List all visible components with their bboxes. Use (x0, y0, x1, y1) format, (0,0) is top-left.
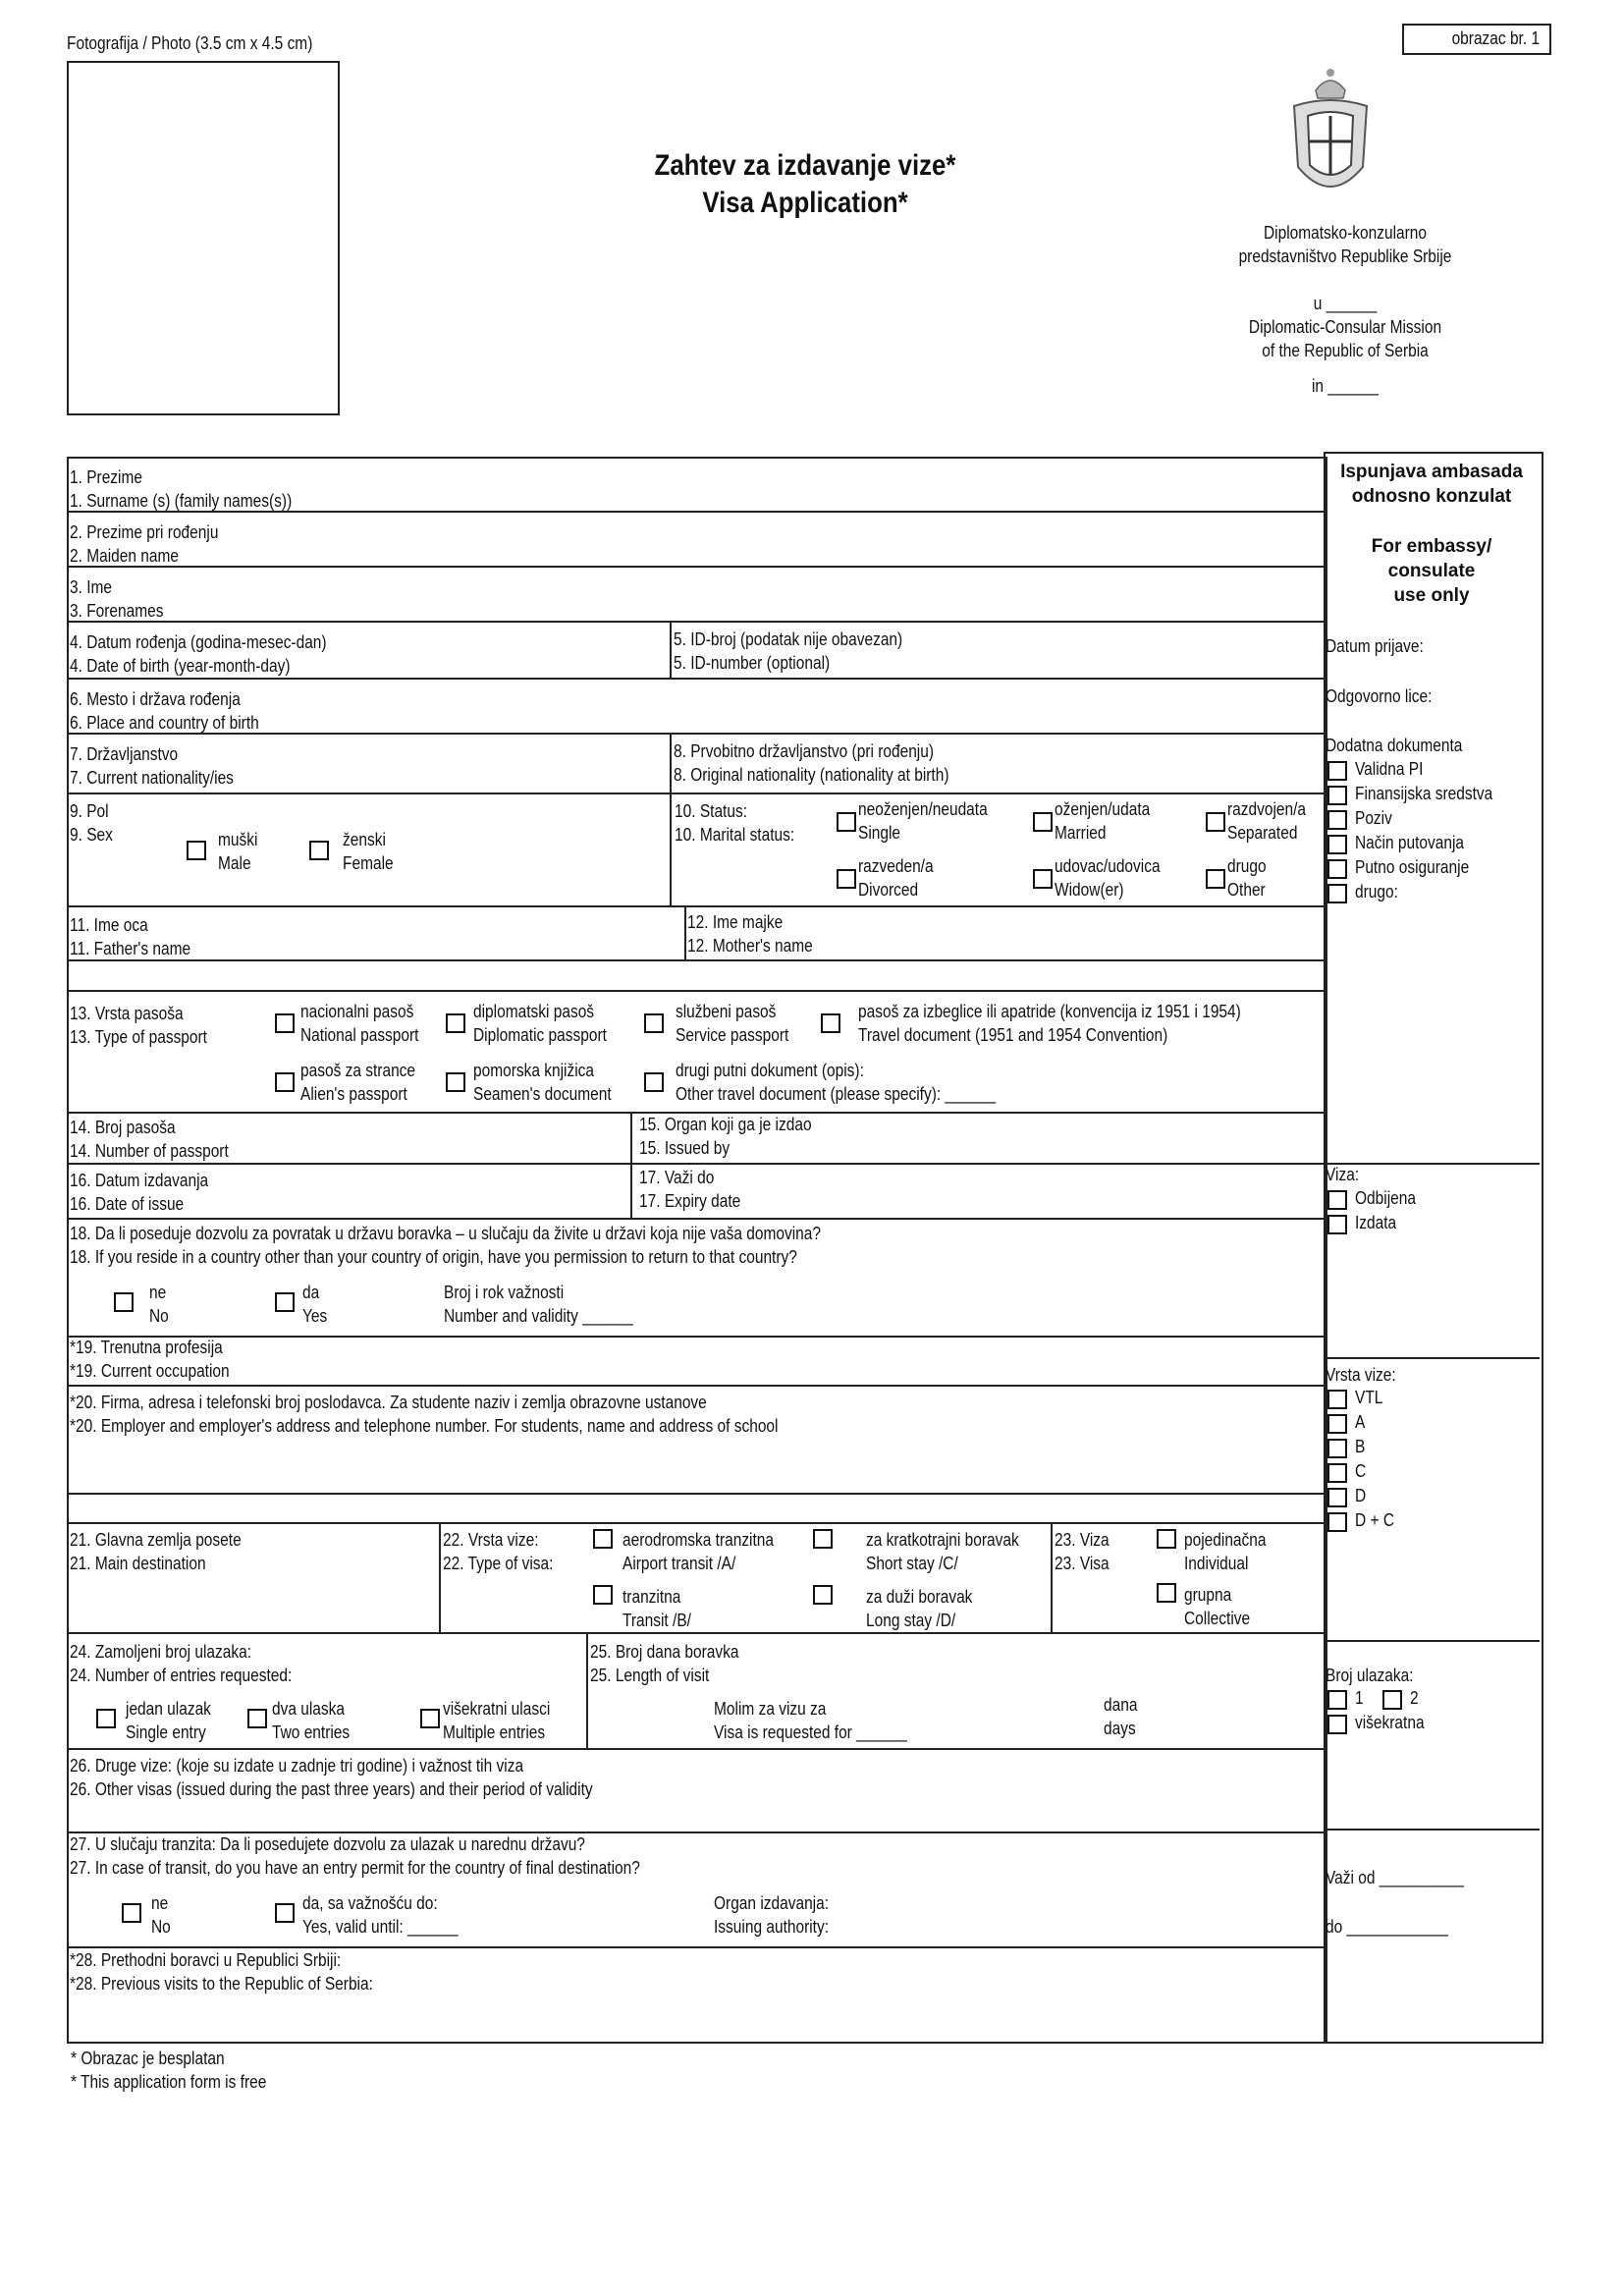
field-id-number[interactable]: 5. ID-broj (podatak nije obavezan) 5. ID-number (optional) (674, 629, 903, 673)
sidebar-doc-4: Način putovanja (1355, 833, 1465, 852)
checkbox-return-permit-yes[interactable] (275, 1292, 295, 1312)
label-sex-male: muški Male (218, 830, 258, 873)
field-visa-requested-for[interactable]: Molim za vizu za Visa is requested for ______ (714, 1699, 907, 1742)
mission-block (1227, 221, 1464, 398)
field-passport-type-label: 13. Vrsta pasoša 13. Type of passport (70, 1004, 207, 1047)
checkbox-status-divorced[interactable] (837, 869, 856, 889)
mission-en-2: of the Republic of Serbia (1262, 341, 1429, 360)
field-issuing-authority[interactable]: Organ izdavanja: Issuing authority: (714, 1893, 830, 1937)
field-current-occupation[interactable]: *19. Trenutna profesija *19. Current occupation (70, 1338, 230, 1381)
sidebar-doc-6: drugo: (1355, 882, 1398, 902)
field-passport-number[interactable]: 14. Broj pasoša 14. Number of passport (70, 1118, 229, 1161)
label-passport-diplomatic: diplomatski pasoš Diplomatic passport (473, 1002, 607, 1045)
photo-label: Fotografija / Photo (3.5 cm x 4.5 cm) (67, 33, 313, 53)
sidebar-visa-issued: Izdata (1355, 1213, 1397, 1232)
checkbox-passport-travel-document[interactable] (821, 1013, 840, 1033)
field-previous-visits[interactable]: *28. Prethodni boravci u Republici Srbiji: *28. Previous visits to the Republic of Serbia: (70, 1950, 373, 1994)
label-entries-two: dva ulaska Two entries (272, 1699, 351, 1742)
sidebar-entries-2: 2 (1410, 1688, 1419, 1708)
sidebar-visa-issued-checkbox[interactable] (1327, 1215, 1347, 1234)
checkbox-visa-long-stay[interactable] (813, 1585, 833, 1605)
label-status-other: drugo Other (1227, 856, 1267, 900)
sidebar-doc-checkbox-5[interactable] (1327, 859, 1347, 879)
sidebar-visa-type-checkbox-vtl[interactable] (1327, 1390, 1347, 1409)
label-passport-other: drugi putni dokument (opis): Other travel document (please specify): ______ (676, 1061, 997, 1104)
sidebar-title-sr: Ispunjava ambasada odnosno konzulat (1340, 462, 1523, 507)
label-sex-female: ženski Female (343, 830, 394, 873)
checkbox-passport-other[interactable] (644, 1072, 664, 1092)
form-number-box (1402, 24, 1551, 55)
checkbox-status-widowed[interactable] (1033, 869, 1053, 889)
checkbox-visa-collective[interactable] (1157, 1583, 1176, 1603)
field-fathers-name[interactable]: 11. Ime oca 11. Father's name (70, 915, 191, 958)
sidebar-visa-refused: Odbijena (1355, 1188, 1416, 1208)
sidebar-visa-type-b: B (1355, 1437, 1366, 1456)
checkbox-passport-service[interactable] (644, 1013, 664, 1033)
field-return-permit-validity[interactable]: Broj i rok važnosti Number and validity ______ (444, 1283, 633, 1326)
mission-sr-1: Diplomatsko-konzularno (1263, 223, 1428, 243)
checkbox-passport-seamen[interactable] (446, 1072, 465, 1092)
label-visa-long-stay: za duži boravak Long stay /D/ (866, 1587, 973, 1630)
sidebar-doc-2: Finansijska sredstva (1355, 784, 1493, 803)
sidebar-visa-type-a: A (1355, 1412, 1366, 1432)
field-transit-permit-label: 27. U slučaju tranzita: Da li posedujete dozvolu za ulazak u narednu državu? 27. In case of transit, do you have an entry permit for the country of final destination? (70, 1834, 640, 1878)
sidebar-doc-5: Putno osiguranje (1355, 857, 1470, 877)
label-return-permit-no: ne No (149, 1283, 169, 1326)
label-status-single: neoženjen/neudata Single (858, 799, 988, 843)
sidebar-doc-checkbox-4[interactable] (1327, 835, 1347, 854)
sidebar-entries-checkbox-multiple[interactable] (1327, 1715, 1347, 1734)
label-entries-single: jedan ulazak Single entry (126, 1699, 211, 1742)
sidebar-responsible-label: Odgovorno lice: (1326, 686, 1433, 706)
field-visa-label: 23. Viza 23. Visa (1055, 1530, 1110, 1573)
field-date-of-birth[interactable]: 4. Datum rođenja (godina-mesec-dan) 4. Date of birth (year-month-day) (70, 632, 327, 676)
sidebar-doc-1: Validna PI (1355, 759, 1424, 779)
field-other-visas[interactable]: 26. Druge vize: (koje su izdate u zadnje tri godine) i važnost tih viza 26. Other visas (issued during the past three years) and their period of validity (70, 1756, 593, 1799)
label-transit-permit-yes: da, sa važnošću do: Yes, valid until: ______ (302, 1893, 459, 1937)
sidebar-valid-from[interactable]: Važi od __________ (1326, 1868, 1464, 1887)
title-sr: Zahtev za izdavanje vize* (654, 149, 956, 182)
checkbox-visa-individual[interactable] (1157, 1529, 1176, 1549)
sidebar-doc-3: Poziv (1355, 808, 1392, 828)
field-surname[interactable]: 1. Prezime 1. Surname (s) (family names(s)) (70, 467, 293, 511)
footer-note-sr: * Obrazac je besplatan (71, 2049, 225, 2068)
sidebar-visa-type-checkbox-b[interactable] (1327, 1439, 1347, 1458)
label-transit-permit-no: ne No (151, 1893, 171, 1937)
photo-box[interactable] (67, 61, 340, 415)
field-current-nationality[interactable]: 7. Državljanstvo 7. Current nationality/ies (70, 744, 234, 788)
sidebar-doc-checkbox-2[interactable] (1327, 786, 1347, 805)
checkbox-status-married[interactable] (1033, 812, 1053, 832)
label-passport-national: nacionalni pasoš National passport (300, 1002, 419, 1045)
label-return-permit-yes: da Yes (302, 1283, 328, 1326)
label-status-separated: razdvojen/a Separated (1227, 799, 1307, 843)
sidebar-visa-type-d: D (1355, 1486, 1367, 1505)
checkbox-return-permit-no[interactable] (114, 1292, 134, 1312)
sidebar-date-label: Datum prijave: (1326, 636, 1424, 656)
sidebar-visa-type-vtl: VTL (1355, 1388, 1383, 1407)
checkbox-status-separated[interactable] (1206, 812, 1225, 832)
title-en: Visa Application* (702, 187, 908, 219)
checkbox-visa-airport-transit[interactable] (593, 1529, 613, 1549)
sidebar-entries-multiple: višekratna (1355, 1713, 1425, 1732)
field-sex-label: 9. Pol 9. Sex (70, 801, 113, 845)
sidebar-entries-checkbox-2[interactable] (1382, 1690, 1402, 1710)
label-passport-service: službeni pasoš Service passport (676, 1002, 789, 1045)
sidebar-valid-to[interactable]: do ____________ (1326, 1917, 1448, 1937)
field-return-permit-label: 18. Da li poseduje dozvolu za povratak u državu boravka – u slučaju da živite u državi koja nije vaša domovina? 18. If you reside in a country other than your country of origin, have you permission to return to that country? (70, 1224, 821, 1267)
sidebar-docs-label: Dodatna dokumenta (1326, 736, 1463, 755)
checkbox-visa-transit[interactable] (593, 1585, 613, 1605)
field-expiry-date[interactable]: 17. Važi do 17. Expiry date (639, 1168, 741, 1211)
mission-sr-2: predstavništvo Republike Srbije (1238, 246, 1452, 266)
checkbox-sex-female[interactable] (309, 841, 329, 860)
sidebar-entries-label: Broj ulazaka: (1326, 1666, 1414, 1685)
sidebar-entries-checkbox-1[interactable] (1327, 1690, 1347, 1710)
label-visa-collective: grupna Collective (1184, 1585, 1251, 1628)
sidebar-visa-type-c: C (1355, 1461, 1367, 1481)
field-place-of-birth[interactable]: 6. Mesto i država rođenja 6. Place and country of birth (70, 689, 259, 733)
label-visa-airport-transit: aerodromska tranzitna Airport transit /A/ (623, 1530, 775, 1573)
field-forenames[interactable]: 3. Ime 3. Forenames (70, 577, 164, 621)
coat-of-arms-icon (1286, 59, 1375, 206)
sidebar-doc-checkbox-1[interactable] (1327, 761, 1347, 781)
field-entries-label: 24. Zamoljeni broj ulazaka: 24. Number of entries requested: (70, 1642, 293, 1685)
sidebar-visa-type-dc: D + C (1355, 1510, 1395, 1530)
sidebar-visa-label: Viza: (1326, 1165, 1360, 1184)
checkbox-visa-short-stay[interactable] (813, 1529, 833, 1549)
checkbox-status-other[interactable] (1206, 869, 1225, 889)
field-main-destination[interactable]: 21. Glavna zemlja posete 21. Main destination (70, 1530, 242, 1573)
sidebar-title-en: For embassy/ consulate use only (1371, 536, 1492, 606)
sidebar-entries-1: 1 (1355, 1688, 1364, 1708)
checkbox-entries-two[interactable] (247, 1709, 267, 1728)
label-passport-alien: pasoš za strance Alien's passport (300, 1061, 416, 1104)
sidebar-visa-type-checkbox-c[interactable] (1327, 1463, 1347, 1483)
field-passport-issued-by[interactable]: 15. Organ koji ga je izdao 15. Issued by (639, 1115, 812, 1158)
field-date-of-issue[interactable]: 16. Datum izdavanja 16. Date of issue (70, 1171, 209, 1214)
mission-en-1: Diplomatic-Consular Mission (1248, 317, 1442, 337)
label-entries-multiple: višekratni ulasci Multiple entries (443, 1699, 551, 1742)
field-visa-type-label: 22. Vrsta vize: 22. Type of visa: (443, 1530, 554, 1573)
sidebar-visa-type-checkbox-dc[interactable] (1327, 1512, 1347, 1532)
checkbox-passport-national[interactable] (275, 1013, 295, 1033)
checkbox-transit-permit-no[interactable] (122, 1903, 141, 1923)
checkbox-entries-multiple[interactable] (420, 1709, 440, 1728)
mission-u: u ______ (1313, 294, 1378, 313)
field-employer[interactable]: *20. Firma, adresa i telefonski broj poslodavca. Za studente naziv i zemlja obrazovne ustanove *20. Employer and employer's address and telephone number. For students, name and address of school (70, 1393, 779, 1436)
sidebar-visa-type-checkbox-a[interactable] (1327, 1414, 1347, 1434)
label-days: dana days (1104, 1695, 1138, 1738)
label-status-widowed: udovac/udovica Widow(er) (1055, 856, 1161, 900)
form-title (552, 147, 1058, 222)
label-visa-individual: pojedinačna Individual (1184, 1530, 1267, 1573)
label-passport-seamen: pomorska knjižica Seamen's document (473, 1061, 612, 1104)
field-original-nationality[interactable]: 8. Prvobitno državljanstvo (pri rođenju) 8. Original nationality (nationality at birth) (674, 741, 949, 785)
sidebar-visa-type-checkbox-d[interactable] (1327, 1488, 1347, 1507)
field-maiden-name[interactable]: 2. Prezime pri rođenju 2. Maiden name (70, 522, 219, 566)
checkbox-sex-male[interactable] (187, 841, 206, 860)
label-status-divorced: razveden/a Divorced (858, 856, 934, 900)
checkbox-entries-single[interactable] (96, 1709, 116, 1728)
label-status-married: oženjen/udata Married (1055, 799, 1151, 843)
field-marital-status-label: 10. Status: 10. Marital status: (675, 801, 795, 845)
sidebar-visa-type-label: Vrsta vize: (1326, 1365, 1396, 1385)
sidebar-doc-checkbox-3[interactable] (1327, 810, 1347, 830)
checkbox-transit-permit-yes[interactable] (275, 1903, 295, 1923)
checkbox-passport-alien[interactable] (275, 1072, 295, 1092)
checkbox-passport-diplomatic[interactable] (446, 1013, 465, 1033)
field-mothers-name[interactable]: 12. Ime majke 12. Mother's name (687, 912, 813, 956)
label-visa-short-stay: za kratkotrajni boravak Short stay /C/ (866, 1530, 1019, 1573)
field-length-of-visit: 25. Broj dana boravka 25. Length of visit (590, 1642, 739, 1685)
sidebar-doc-checkbox-6[interactable] (1327, 884, 1347, 903)
form-number: obrazac br. 1 (1451, 28, 1540, 48)
label-visa-transit: tranzitna Transit /B/ (623, 1587, 691, 1630)
sidebar-visa-refused-checkbox[interactable] (1327, 1190, 1347, 1210)
checkbox-status-single[interactable] (837, 812, 856, 832)
footer-note-en: * This application form is free (71, 2072, 267, 2092)
label-passport-travel-document: pasoš za izbeglice ili apatride (konvencija iz 1951 i 1954) Travel document (1951 and 1954 Convention) (858, 1002, 1241, 1045)
mission-in: in ______ (1311, 376, 1379, 396)
